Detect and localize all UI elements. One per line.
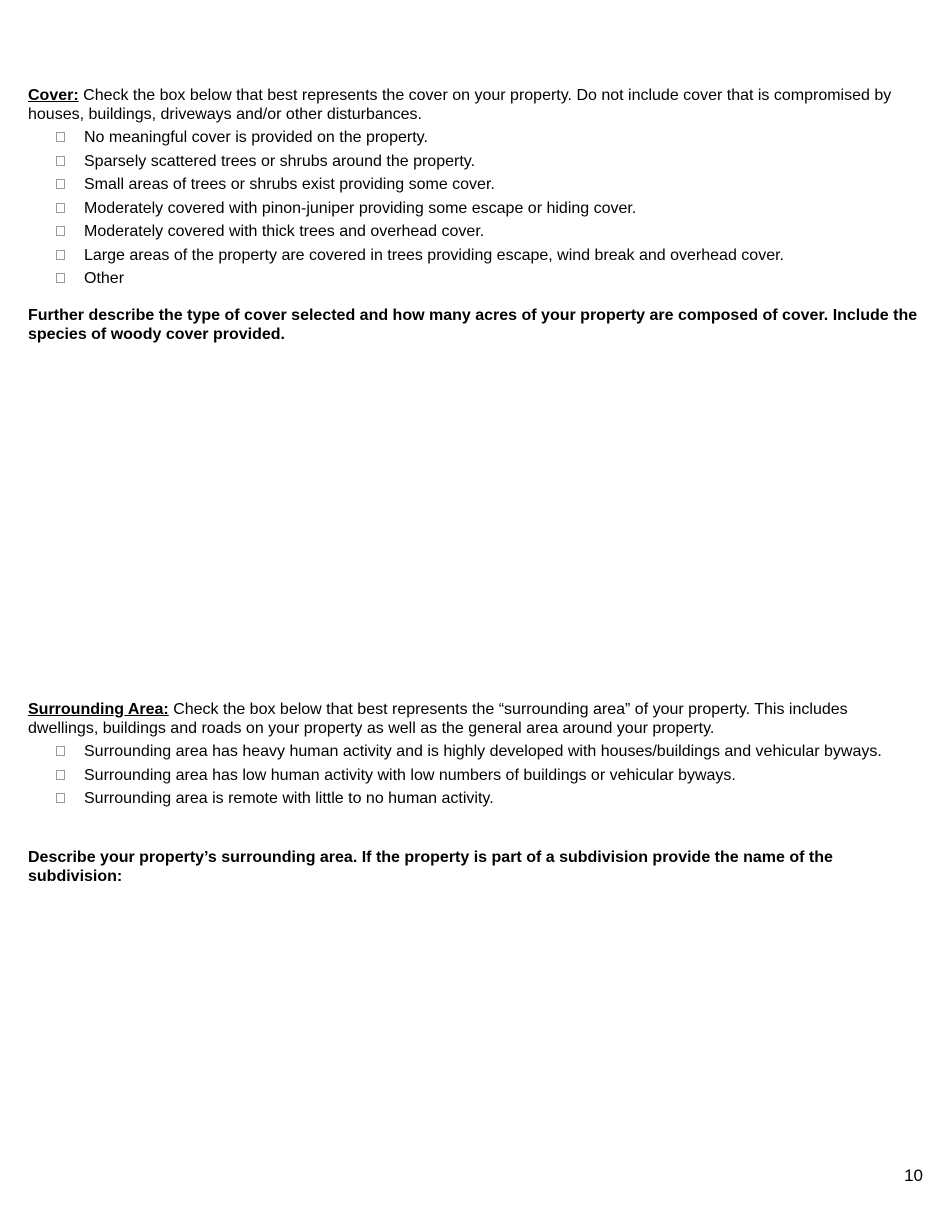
- cover-option: [28, 173, 918, 197]
- surrounding-section: [28, 700, 918, 811]
- checkbox[interactable]: [56, 250, 65, 260]
- surrounding-heading: Surrounding Area:: [28, 701, 169, 718]
- cover-option: [28, 244, 918, 268]
- surrounding-option-label: Surrounding area has heavy human activity and is highly developed with houses/buildings and vehicular byways.: [84, 743, 882, 760]
- checkbox[interactable]: [56, 273, 65, 283]
- cover-option-label: Moderately covered with thick trees and overhead cover.: [84, 223, 485, 240]
- surrounding-option: [28, 787, 918, 811]
- cover-options-list: [28, 126, 918, 291]
- checkbox[interactable]: [56, 179, 65, 189]
- cover-prompt: Further describe the type of cover selected and how many acres of your property are composed of cover. Include the species of woody cover provided.: [28, 307, 918, 343]
- surrounding-prompt: Describe your property’s surrounding area. If the property is part of a subdivision provide the name of the subdivision:: [28, 849, 833, 885]
- surrounding-options-list: [28, 740, 918, 811]
- surrounding-option: [28, 740, 918, 764]
- checkbox[interactable]: [56, 132, 65, 142]
- surrounding-option-label: Surrounding area is remote with little to no human activity.: [84, 790, 494, 807]
- cover-option: [28, 220, 918, 244]
- cover-option: [28, 267, 918, 291]
- cover-option: [28, 197, 918, 221]
- checkbox[interactable]: [56, 226, 65, 236]
- checkbox[interactable]: [56, 793, 65, 803]
- cover-heading: Cover:: [28, 87, 79, 104]
- cover-option-label: Large areas of the property are covered in trees providing escape, wind break and overhead cover.: [84, 246, 784, 264]
- surrounding-option: [28, 764, 918, 788]
- cover-option-label: Moderately covered with pinon-juniper providing some escape or hiding cover.: [84, 199, 637, 217]
- surrounding-instruction: Check the box below that best represents the “surrounding area” of your property. This includes dwellings, buildings and roads on your property as well as the general area around your property.: [28, 701, 848, 737]
- page-number: 10: [904, 1166, 923, 1185]
- cover-option-label: No meaningful cover is provided on the property.: [84, 129, 428, 146]
- checkbox[interactable]: [56, 156, 65, 166]
- cover-option-label: Other: [84, 270, 125, 287]
- checkbox[interactable]: [56, 203, 65, 213]
- cover-option-label: Sparsely scattered trees or shrubs around the property.: [84, 152, 476, 170]
- checkbox[interactable]: [56, 746, 65, 756]
- cover-option: [28, 126, 918, 150]
- cover-option-label: Small areas of trees or shrubs exist providing some cover.: [84, 176, 495, 193]
- surrounding-intro: [28, 700, 918, 738]
- surrounding-option-label: Surrounding area has low human activity with low numbers of buildings or vehicular byways.: [84, 766, 736, 784]
- checkbox[interactable]: [56, 770, 65, 780]
- cover-intro: [28, 86, 918, 124]
- cover-section: [28, 86, 918, 291]
- cover-instruction: Check the box below that best represents the cover on your property. Do not include cover that is compromised by houses, buildings, driveways and/or other disturbances.: [28, 87, 892, 123]
- cover-option: [28, 150, 918, 174]
